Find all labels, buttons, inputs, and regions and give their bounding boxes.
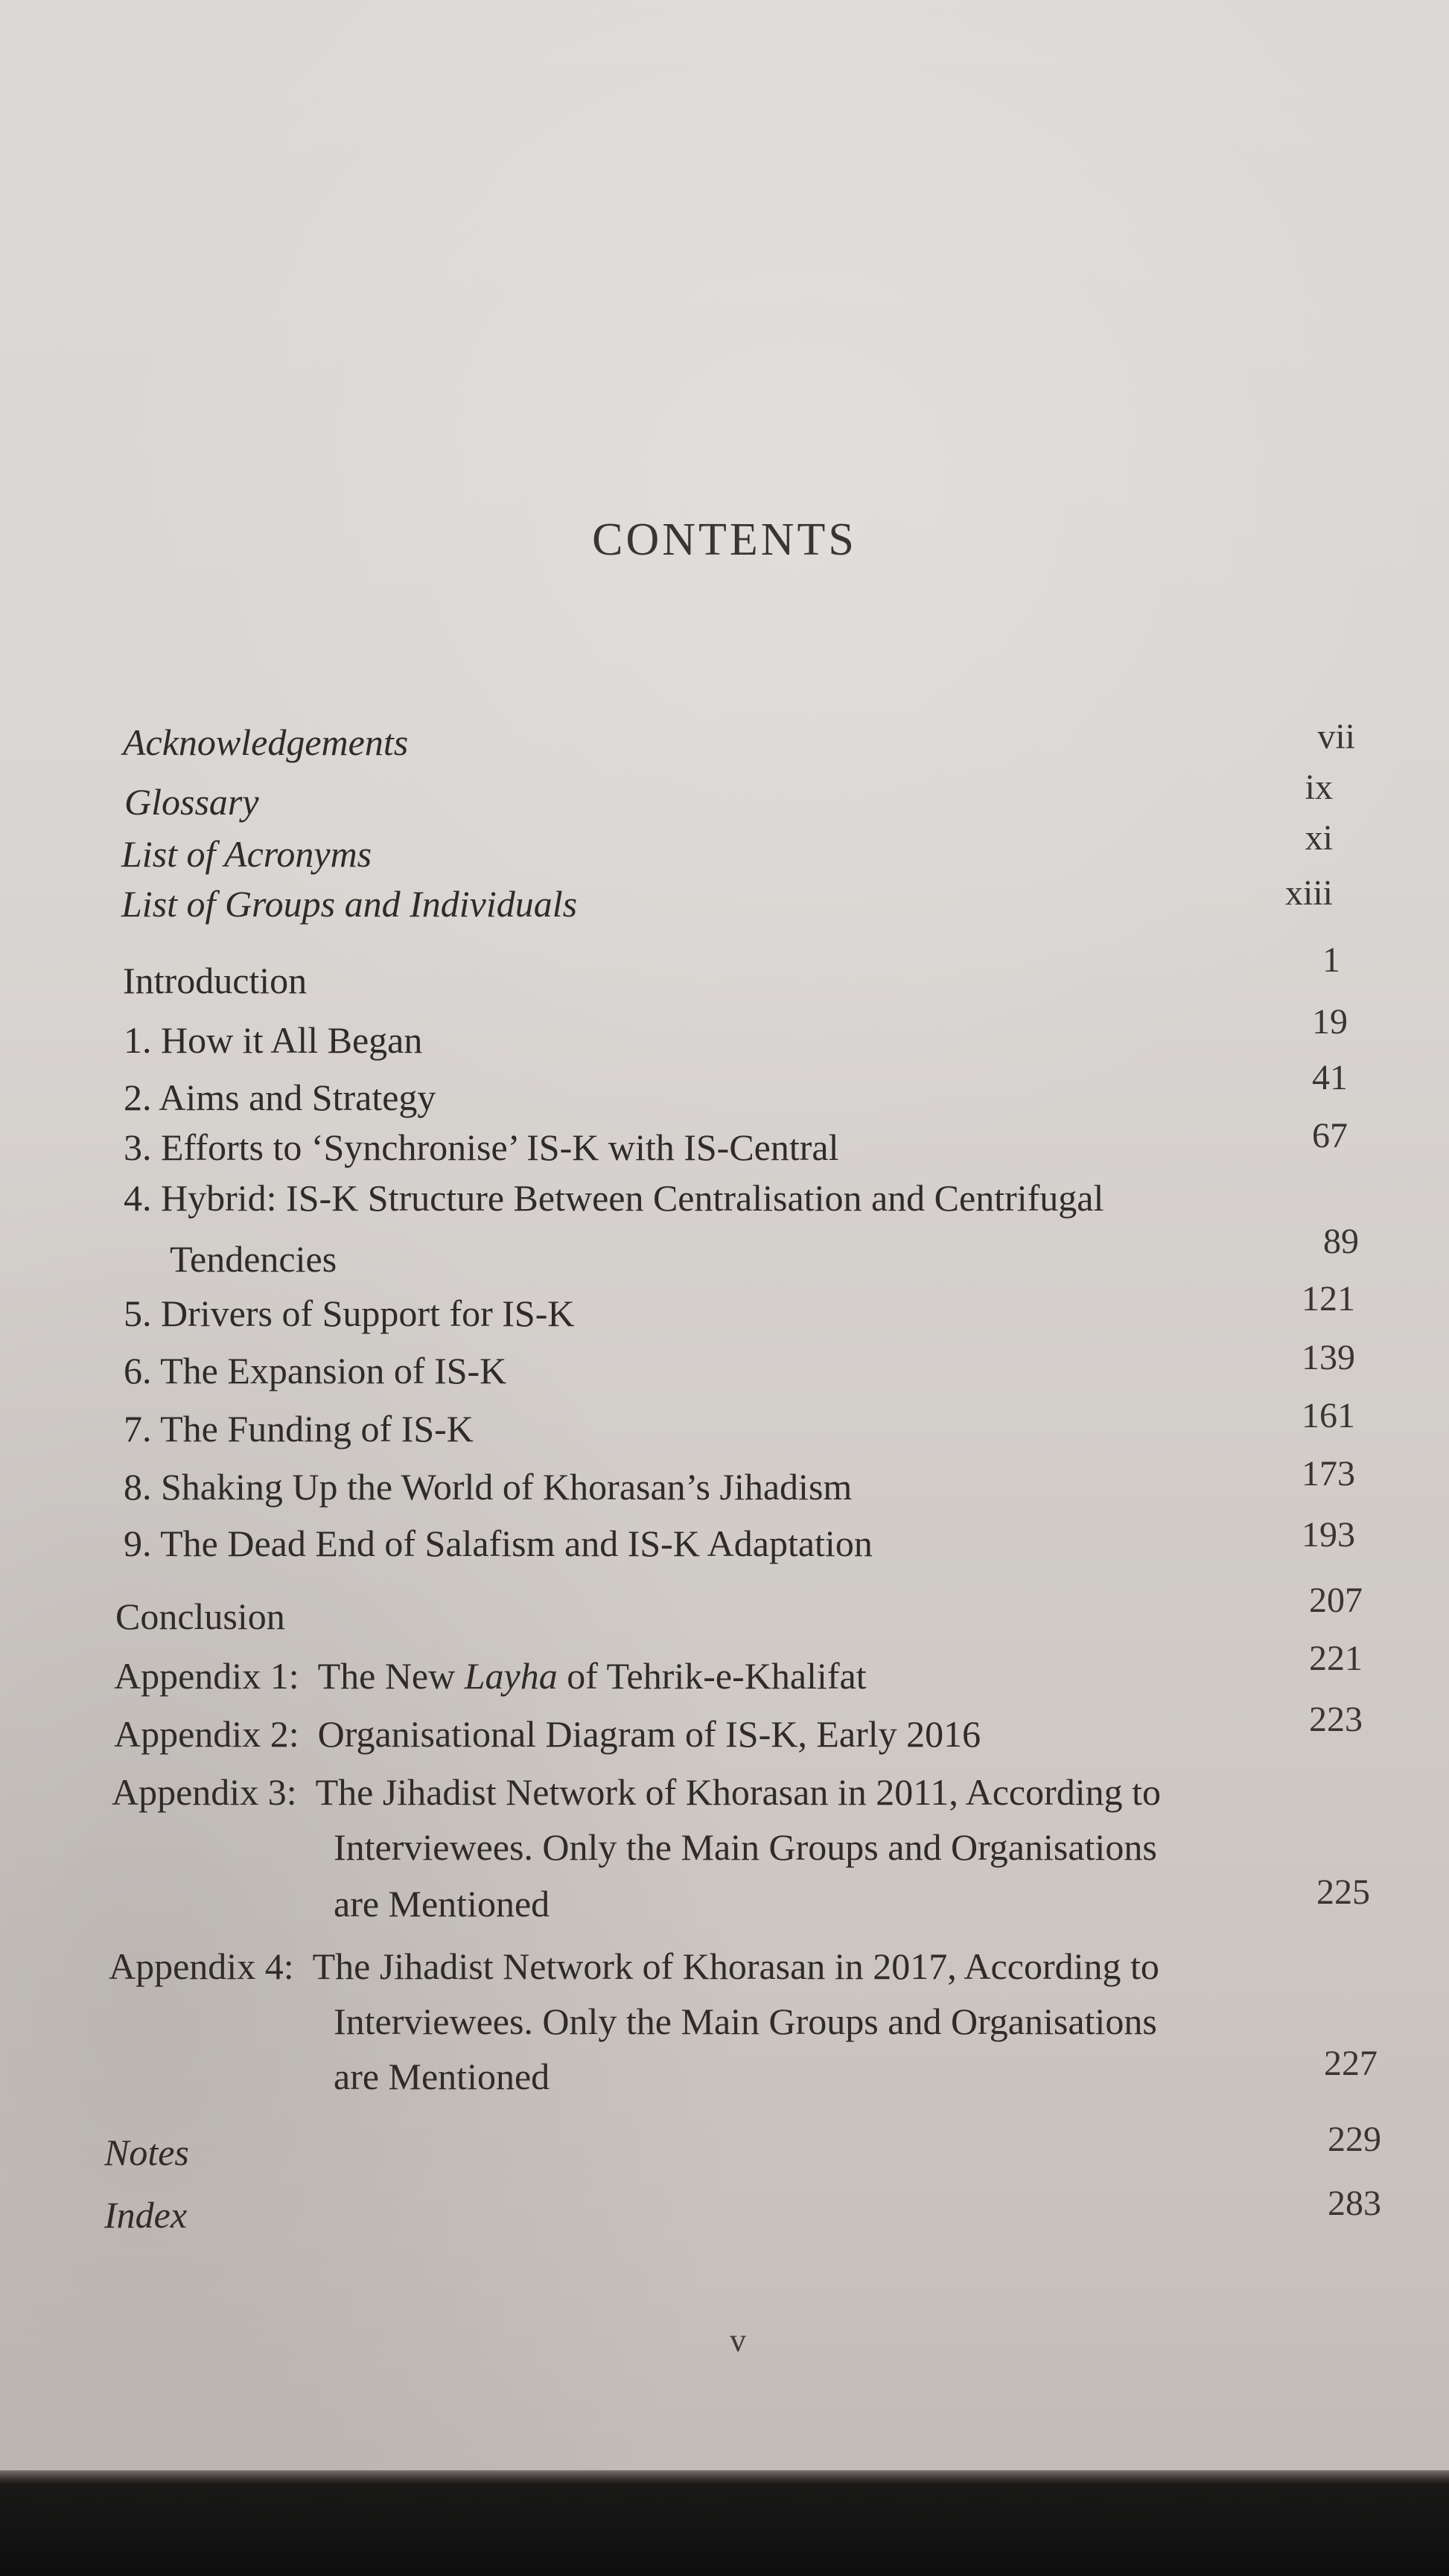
toc-chapter-1 (124, 1018, 422, 1062)
chapter-number: 8. (124, 1466, 152, 1508)
chapter-title: The Dead End of Salafism and IS-K Adaptation (160, 1523, 873, 1564)
chapter-number: 4. (124, 1177, 152, 1219)
page-title: CONTENTS (592, 514, 857, 565)
toc-entry-acknowledgements: Acknowledgements (123, 721, 409, 763)
toc-entry-notes: Notes (104, 2132, 189, 2173)
toc-chapter-3 (124, 1126, 839, 1169)
toc-page-conclusion: 207 (1309, 1581, 1363, 1620)
toc-page-glossary: ix (1305, 768, 1333, 807)
background-surface (0, 2484, 1449, 2576)
appendix-title-pre: The New (317, 1655, 465, 1697)
appendix-label: Appendix 1: (114, 1655, 299, 1697)
chapter-title: Aims and Strategy (159, 1077, 436, 1118)
chapter-number: 1. (124, 1019, 152, 1061)
toc-page-acknowledgements: vii (1317, 717, 1355, 756)
toc-page-introduction: 1 (1322, 940, 1340, 980)
chapter-title: The Funding of IS-K (160, 1408, 474, 1450)
toc-page-chapter-8: 173 (1302, 1454, 1355, 1493)
chapter-title: Drivers of Support for IS-K (161, 1292, 575, 1334)
appendix-title-post: of Tehrik-e-Khalifat (557, 1655, 867, 1697)
toc-page-index: 283 (1328, 2184, 1381, 2223)
toc-appendix-1 (114, 1654, 867, 1697)
toc-entry-groups-individuals: List of Groups and Individuals (121, 883, 578, 925)
toc-entry-index: Index (104, 2194, 188, 2236)
toc-appendix-2 (114, 1712, 981, 1756)
toc-chapter-5 (124, 1292, 574, 1335)
toc-entry-conclusion: Conclusion (115, 1595, 285, 1637)
chapter-number: 5. (124, 1292, 152, 1334)
appendix-label: Appendix 2: (114, 1713, 299, 1755)
toc-page-chapter-5: 121 (1302, 1279, 1355, 1319)
appendix-label: Appendix 4: (109, 1945, 294, 1987)
chapter-number: 2. (124, 1077, 152, 1118)
toc-appendix-4-line-3: are Mentioned (334, 2056, 550, 2097)
toc-page-chapter-3: 67 (1312, 1116, 1348, 1155)
toc-chapter-4-line-2: Tendencies (170, 1238, 337, 1280)
toc-chapter-7 (124, 1407, 474, 1450)
toc-entry-introduction: Introduction (123, 960, 308, 1001)
toc-appendix-3-line-3: are Mentioned (334, 1883, 550, 1925)
toc-chapter-4 (124, 1176, 1104, 1220)
chapter-number: 9. (124, 1523, 152, 1564)
toc-page-appendix-3: 225 (1316, 1872, 1370, 1912)
toc-appendix-4 (109, 1945, 1159, 1988)
toc-page-chapter-2: 41 (1312, 1058, 1348, 1097)
chapter-title: Shaking Up the World of Khorasan’s Jihadism (161, 1466, 853, 1508)
toc-appendix-3 (112, 1770, 1161, 1814)
chapter-title: Efforts to ‘Synchronise’ IS-K with IS-Central (161, 1126, 839, 1168)
toc-page-appendix-1: 221 (1309, 1639, 1363, 1678)
chapter-title: How it All Began (161, 1019, 423, 1061)
toc-appendix-4-line-2: Interviewees. Only the Main Groups and Organisations (334, 2000, 1157, 2042)
chapter-number: 3. (124, 1126, 152, 1168)
toc-page-appendix-4: 227 (1324, 2044, 1378, 2083)
toc-page-appendix-2: 223 (1309, 1700, 1363, 1739)
toc-page-chapter-9: 193 (1302, 1515, 1355, 1555)
toc-page-acronyms: xi (1305, 818, 1333, 858)
toc-page-chapter-1: 19 (1312, 1002, 1348, 1042)
appendix-label: Appendix 3: (112, 1771, 297, 1813)
chapter-title: The Expansion of IS-K (160, 1350, 507, 1391)
appendix-title-italic: Layha (464, 1655, 558, 1697)
toc-page-groups-individuals: xiii (1284, 873, 1333, 913)
toc-chapter-2 (124, 1076, 436, 1119)
chapter-number: 7. (124, 1408, 152, 1450)
toc-page-chapter-6: 139 (1302, 1338, 1355, 1377)
toc-page-chapter-7: 161 (1302, 1396, 1355, 1435)
chapter-number: 6. (124, 1350, 152, 1391)
toc-appendix-3-line-2: Interviewees. Only the Main Groups and Organisations (334, 1826, 1157, 1868)
page-edge (0, 2470, 1449, 2484)
toc-chapter-8 (124, 1465, 852, 1508)
appendix-title-line-1: The Jihadist Network of Khorasan in 2011, According to (315, 1771, 1162, 1813)
toc-entry-glossary: Glossary (124, 781, 259, 823)
appendix-title: Organisational Diagram of IS-K, Early 2016 (317, 1713, 981, 1755)
toc-chapter-6 (124, 1349, 506, 1392)
toc-chapter-9 (124, 1522, 873, 1565)
toc-entry-acronyms: List of Acronyms (121, 833, 372, 875)
toc-page-chapter-4: 89 (1323, 1222, 1359, 1261)
appendix-title-line-1: The Jihadist Network of Khorasan in 2017, According to (312, 1945, 1159, 1987)
chapter-title-line-1: Hybrid: IS-K Structure Between Centralisation and Centrifugal (161, 1177, 1104, 1219)
toc-page-notes: 229 (1328, 2120, 1381, 2159)
page-number: v (730, 2322, 746, 2359)
